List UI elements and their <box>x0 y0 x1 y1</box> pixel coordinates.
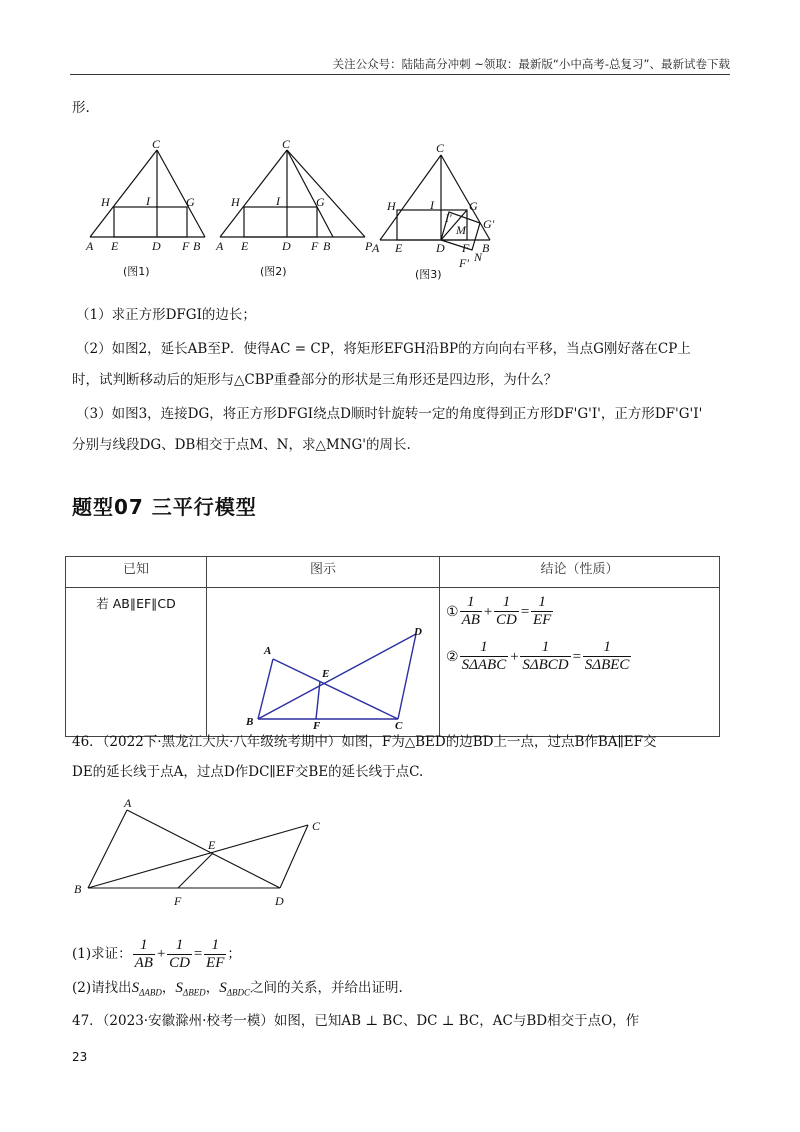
label-I: I <box>146 194 150 208</box>
label-M: M <box>456 223 466 237</box>
known-text: 若 AB∥EF∥CD <box>96 596 176 611</box>
figure-cell <box>207 588 440 737</box>
fig-label-C: C <box>395 720 403 729</box>
problem-47-line-1: 47．（2023·安徽滁州·校考一模）如图，已知AB ⊥ BC、DC ⊥ BC，AC与BD相交于点O，作 <box>72 1013 640 1029</box>
table-row <box>66 588 720 737</box>
label-D: D <box>436 241 445 255</box>
model-table <box>65 556 720 737</box>
col-conclusion: 结论（性质） <box>440 557 720 588</box>
fig-label-B: B <box>246 716 254 728</box>
question-2-line-2: 时，试判断移动后的矩形与△CBP重叠部分的形状是三角形还是四边形，为什么？ <box>72 372 558 388</box>
question-1: （1）求正方形DFGI的边长； <box>76 307 256 323</box>
label-F: F <box>311 239 319 253</box>
page-number: 23 <box>72 1050 88 1064</box>
question-2-line-1: （2）如图2，延长AB至P．使得AC = CP，将矩形EFGH沿BP的方向向右平移，当点G刚好落在CP上 <box>76 341 691 357</box>
problem-46-line-2: DE的延长线于点A，过点D作DC∥EF交BE的延长线于点C. <box>72 764 424 780</box>
label-H: H <box>387 199 396 213</box>
conclusion-1: ① $\frac{1}{AB}$ + $\frac{1}{CD}$ = $\frac{1}{EF}$ <box>446 594 552 628</box>
label-C: C <box>152 137 161 151</box>
page-header: 关注公众号：陆陆高分冲刺 ~领取：最新版“小中高考-总复习”、最新试卷下载 <box>332 57 730 71</box>
p46-label-A: A <box>124 796 132 810</box>
table-header-row <box>66 557 720 588</box>
label-F: F <box>182 239 190 253</box>
label-A: A <box>216 239 224 253</box>
p46-label-D: D <box>275 894 284 908</box>
conclusion-2: ② $\frac{1}{\text{SΔABC}}$ + $\frac{1}{\text{SΔBCD}}$ = $\frac{1}{\text{SΔBEC}}$ <box>446 639 630 673</box>
label-E: E <box>395 241 403 255</box>
label-E: E <box>111 239 119 253</box>
fig-caption-1: (图1) <box>123 265 150 278</box>
label-F1: F' <box>459 256 469 270</box>
label-I1: I' <box>445 211 452 225</box>
label-H: H <box>101 195 110 209</box>
conclusion-cell <box>440 588 720 737</box>
label-D: D <box>152 239 161 253</box>
label-G: G <box>469 199 478 213</box>
problem-46-part-2: (2)请找出$S_{\Delta ABD}$，$S_{\Delta BED}$，$S_{\Delta BDC}$之间的关系，并给出证明. <box>72 980 403 998</box>
label-P: P <box>365 239 373 253</box>
label-G: G <box>186 195 195 209</box>
problem-46-line-1: 46．（2022下·黑龙江大庆·八年级统考期中）如图，F为△BED的边BD上一点，过点B作BA∥EF交 <box>72 734 657 750</box>
p46-label-E: E <box>208 838 216 852</box>
problem-46-figure <box>70 795 370 915</box>
fig-caption-3: (图3) <box>415 268 442 281</box>
figures-row <box>0 130 800 330</box>
label-G: G <box>316 195 325 209</box>
question-3-line-2: 分别与线段DG、DB相交于点M、N，求△MNG'的周长. <box>72 437 411 453</box>
label-A: A <box>372 241 380 255</box>
label-B: B <box>482 241 490 255</box>
p46-label-C: C <box>312 819 321 833</box>
header-rule <box>70 74 730 75</box>
label-E: E <box>241 239 249 253</box>
section-title: 题型07 三平行模型 <box>72 495 257 519</box>
label-C: C <box>436 141 445 155</box>
label-C: C <box>282 137 291 151</box>
label-I: I <box>430 198 434 212</box>
three-parallel-figure <box>208 589 436 729</box>
problem-46-part-1: (1)求证： $\frac{1}{AB}$ + $\frac{1}{CD}$ = $\frac{1}{EF}$ ； <box>72 937 241 971</box>
label-A: A <box>86 239 94 253</box>
known-cell <box>66 588 207 737</box>
label-N: N <box>474 250 483 264</box>
fig-label-E: E <box>322 668 330 680</box>
label-B: B <box>193 239 201 253</box>
p46-label-F: F <box>174 894 182 908</box>
label-G1: G' <box>483 217 495 231</box>
intro-tail: 形. <box>72 100 90 116</box>
label-B: B <box>323 239 331 253</box>
label-F: F <box>462 241 470 255</box>
label-I: I <box>276 194 280 208</box>
p46-label-B: B <box>74 882 82 896</box>
fig-caption-2: (图2) <box>260 265 287 278</box>
label-D: D <box>282 239 291 253</box>
question-3-line-1: （3）如图3，连接DG，将正方形DFGI绕点D顺时针旋转一定的角度得到正方形DF'G'I'，正方形DF'G'I' <box>76 406 703 422</box>
fig-label-D: D <box>414 626 422 638</box>
label-H: H <box>231 195 240 209</box>
fig-label-F: F <box>313 720 321 729</box>
col-figure: 图示 <box>207 557 440 588</box>
fig-label-A: A <box>264 645 272 657</box>
col-known: 已知 <box>66 557 207 588</box>
